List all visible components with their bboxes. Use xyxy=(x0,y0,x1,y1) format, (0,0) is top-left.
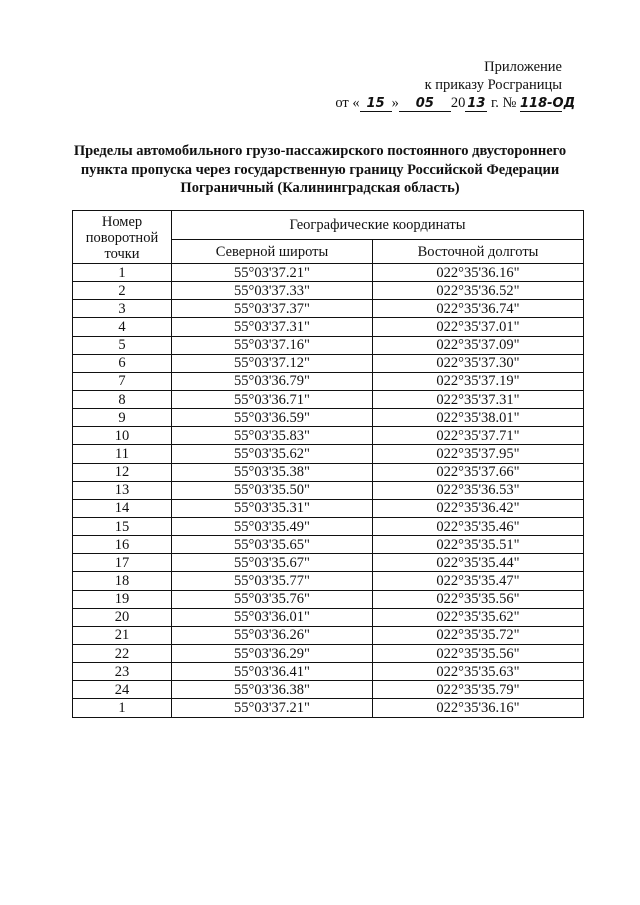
table-row xyxy=(73,372,584,390)
cell-latitude: 55°03'36.38" xyxy=(172,681,373,699)
table-row xyxy=(73,572,584,590)
table-row xyxy=(73,463,584,481)
appendix-header xyxy=(335,58,576,112)
cell-longitude: 022°35'36.52" xyxy=(373,282,584,300)
cell-latitude: 55°03'37.21" xyxy=(172,264,373,282)
cell-point-number: 10 xyxy=(73,427,172,445)
cell-latitude: 55°03'35.65" xyxy=(172,536,373,554)
table-row xyxy=(73,318,584,336)
cell-point-number: 15 xyxy=(73,517,172,535)
title-line-1: Пределы автомобильного грузо-пассажирского постоянного двустороннего xyxy=(73,143,567,159)
cell-longitude: 022°35'37.01" xyxy=(373,318,584,336)
cell-latitude: 55°03'35.50" xyxy=(172,481,373,499)
table-row xyxy=(73,590,584,608)
cell-latitude: 55°03'37.12" xyxy=(172,354,373,372)
cell-longitude: 022°35'35.63" xyxy=(373,663,584,681)
title-line-3: Пограничный (Калининградская область) xyxy=(180,180,460,196)
title-line-2: пункта пропуска через государственную границу Российской Федерации xyxy=(80,161,560,178)
table-body xyxy=(73,264,584,718)
cell-latitude: 55°03'36.59" xyxy=(172,409,373,427)
date-prefix: от « xyxy=(335,95,360,111)
cell-point-number: 19 xyxy=(73,590,172,608)
date-year-prefix: 20 xyxy=(450,95,466,111)
cell-point-number: 7 xyxy=(73,372,172,390)
cell-latitude: 55°03'37.37" xyxy=(172,300,373,318)
table-row xyxy=(73,264,584,282)
cell-point-number: 2 xyxy=(73,282,172,300)
cell-latitude: 55°03'36.01" xyxy=(172,608,373,626)
header-latitude: Северной широты xyxy=(172,240,373,264)
cell-longitude: 022°35'37.19" xyxy=(373,372,584,390)
cell-latitude: 55°03'35.62" xyxy=(172,445,373,463)
cell-point-number: 24 xyxy=(73,681,172,699)
appendix-label: Приложение xyxy=(484,59,562,75)
date-mid: » xyxy=(391,95,399,111)
header-longitude: Восточной долготы xyxy=(373,240,584,264)
cell-longitude: 022°35'36.74" xyxy=(373,300,584,318)
cell-longitude: 022°35'35.79" xyxy=(373,681,584,699)
table-row xyxy=(73,499,584,517)
cell-longitude: 022°35'35.62" xyxy=(373,608,584,626)
cell-longitude: 022°35'35.72" xyxy=(373,626,584,644)
cell-point-number: 20 xyxy=(73,608,172,626)
cell-latitude: 55°03'36.29" xyxy=(172,644,373,662)
cell-longitude: 022°35'37.31" xyxy=(373,390,584,408)
cell-longitude: 022°35'35.51" xyxy=(373,536,584,554)
cell-point-number: 21 xyxy=(73,626,172,644)
cell-point-number: 11 xyxy=(73,445,172,463)
cell-latitude: 55°03'36.26" xyxy=(172,626,373,644)
date-year-suffix: 13 xyxy=(467,96,486,111)
appendix-order-ref: к приказу Росграницы xyxy=(424,77,562,93)
cell-longitude: 022°35'35.47" xyxy=(373,572,584,590)
cell-longitude: 022°35'37.09" xyxy=(373,336,584,354)
table-row xyxy=(73,445,584,463)
cell-latitude: 55°03'37.33" xyxy=(172,282,373,300)
table-row xyxy=(73,336,584,354)
cell-longitude: 022°35'37.95" xyxy=(373,445,584,463)
table-row xyxy=(73,699,584,717)
table-row xyxy=(73,390,584,408)
table-row xyxy=(73,354,584,372)
cell-longitude: 022°35'35.46" xyxy=(373,517,584,535)
cell-longitude: 022°35'37.71" xyxy=(373,427,584,445)
table-row xyxy=(73,626,584,644)
table-row xyxy=(73,517,584,535)
cell-point-number: 5 xyxy=(73,336,172,354)
table-row xyxy=(73,608,584,626)
cell-point-number: 1 xyxy=(73,264,172,282)
table-row xyxy=(73,663,584,681)
table-row xyxy=(73,300,584,318)
cell-latitude: 55°03'35.49" xyxy=(172,517,373,535)
header-point-number: Номер поворотной точки xyxy=(73,211,172,264)
cell-latitude: 55°03'35.76" xyxy=(172,590,373,608)
cell-latitude: 55°03'35.31" xyxy=(172,499,373,517)
cell-longitude: 022°35'35.56" xyxy=(373,644,584,662)
table-row xyxy=(73,536,584,554)
cell-longitude: 022°35'36.16" xyxy=(373,699,584,717)
cell-latitude: 55°03'37.31" xyxy=(172,318,373,336)
date-day: 15 xyxy=(360,97,392,112)
table-row xyxy=(73,282,584,300)
cell-longitude: 022°35'35.44" xyxy=(373,554,584,572)
cell-point-number: 14 xyxy=(73,499,172,517)
cell-longitude: 022°35'36.16" xyxy=(373,264,584,282)
cell-latitude: 55°03'37.16" xyxy=(172,336,373,354)
cell-point-number: 9 xyxy=(73,409,172,427)
cell-point-number: 23 xyxy=(73,663,172,681)
cell-point-number: 18 xyxy=(73,572,172,590)
cell-point-number: 6 xyxy=(73,354,172,372)
cell-latitude: 55°03'35.38" xyxy=(172,463,373,481)
cell-latitude: 55°03'35.83" xyxy=(172,427,373,445)
table-row xyxy=(73,481,584,499)
document-title xyxy=(40,142,600,198)
cell-point-number: 16 xyxy=(73,536,172,554)
table-row xyxy=(73,681,584,699)
cell-longitude: 022°35'36.53" xyxy=(373,481,584,499)
cell-point-number: 4 xyxy=(73,318,172,336)
cell-longitude: 022°35'38.01" xyxy=(373,409,584,427)
cell-latitude: 55°03'36.71" xyxy=(172,390,373,408)
table-row xyxy=(73,427,584,445)
cell-latitude: 55°03'36.41" xyxy=(172,663,373,681)
table-row xyxy=(73,644,584,662)
order-number: 118-ОД xyxy=(520,96,576,111)
cell-longitude: 022°35'37.66" xyxy=(373,463,584,481)
cell-point-number: 17 xyxy=(73,554,172,572)
cell-point-number: 1 xyxy=(73,699,172,717)
cell-longitude: 022°35'37.30" xyxy=(373,354,584,372)
appendix-date-line xyxy=(335,94,576,112)
cell-point-number: 3 xyxy=(73,300,172,318)
cell-latitude: 55°03'35.77" xyxy=(172,572,373,590)
coordinates-table xyxy=(72,210,584,718)
table-row xyxy=(73,409,584,427)
cell-point-number: 22 xyxy=(73,644,172,662)
cell-point-number: 13 xyxy=(73,481,172,499)
table-row xyxy=(73,554,584,572)
cell-longitude: 022°35'36.42" xyxy=(373,499,584,517)
cell-latitude: 55°03'36.79" xyxy=(172,372,373,390)
cell-latitude: 55°03'35.67" xyxy=(172,554,373,572)
order-number-label: г. № xyxy=(490,95,517,111)
date-month: 05 xyxy=(399,97,451,112)
cell-point-number: 8 xyxy=(73,390,172,408)
header-geo-coordinates: Географические координаты xyxy=(172,211,584,240)
cell-point-number: 12 xyxy=(73,463,172,481)
cell-latitude: 55°03'37.21" xyxy=(172,699,373,717)
cell-longitude: 022°35'35.56" xyxy=(373,590,584,608)
